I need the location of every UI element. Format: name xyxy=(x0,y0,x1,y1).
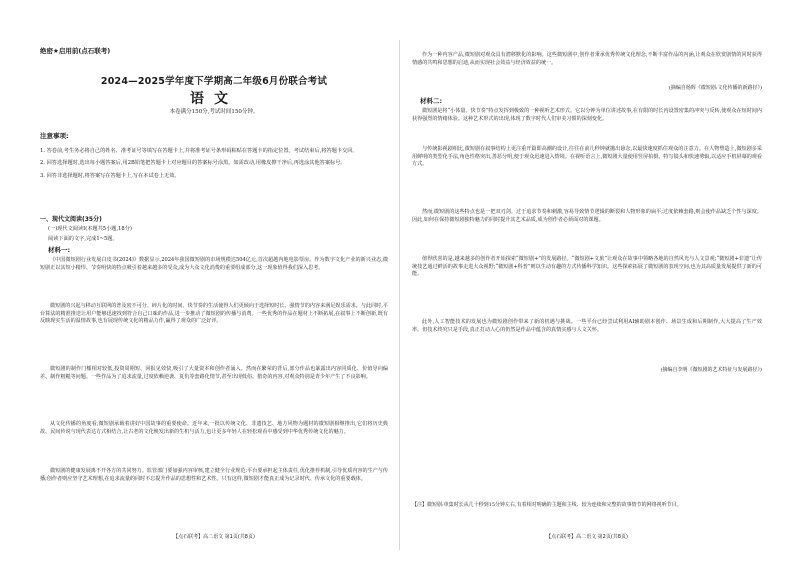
subsection-heading: (一)现代文阅读Ⅰ(本题共5小题,18分) xyxy=(48,226,132,232)
page-gutter xyxy=(399,40,400,550)
notice-item: 2. 回答选择题时,选出每小题答案后,用2B铅笔把答题卡上对应题目的答案标号涂黑。如需改动,用橡皮擦干净后,再选涂其他答案标号。 xyxy=(40,160,346,167)
paragraph: 与传统影视剧相比,微短剧在叙事结构上更注重开篇即高潮的设计,往往在前几秒钟就抛出悬念,以最快速度抓住观众的注意力。在人物塑造上,微短剧多采用鲜明的类型化手法,角色性格突出,善恶分明,便于观众迅速进入情境。在视听语言上,微短剧大量使用竖屏拍摄、特写镜头和快速剪辑,以适应手机屏幕的观看方式。 xyxy=(412,146,762,168)
secret-label: 绝密★启用前(点石联考) xyxy=(40,47,111,55)
notice-item: 3. 回答非选择题时,将答案写在答题卡上,写在本试卷上无效。 xyxy=(40,172,180,179)
reading-instruction: 阅读下面的文字,完成1~5题。 xyxy=(48,236,118,242)
page-footer: 【点石联考】高二语文 第1页(共8页) xyxy=(173,534,255,540)
material-heading: 材料一: xyxy=(48,246,71,254)
page-footer: 【点石联考】高二语文 第2页(共8页) xyxy=(546,534,628,540)
source-citation: (摘编自杨辉《微短剧:文化传播的新路径》) xyxy=(668,85,762,91)
material-heading: 材料二: xyxy=(420,97,443,105)
source-citation: (摘编自李明《微短剧的艺术特征与发展路径》) xyxy=(660,367,762,373)
paragraph: 微短剧的健康发展离不开各方的共同努力。监管部门要加强内容审核,建立健全行业规范;平台要承担起主体责任,优化推荐机制,引导优质内容的生产与传播;创作者则应坚守艺术理想,在追求流量的同时不忘提升作品的思想性和艺术性。只有这样,微短剧才能真正成为记录时代、传承文化的重要载体。 xyxy=(40,468,388,482)
paragraph: 从文化传播的角度看,微短剧承载着讲好中国故事的重要使命。近年来,一批以传统文化、非遗技艺、地方风物为题材的微短剧相继推出,它们将历史典故、民间传说与现代表达方式相结合,让古老的文化焕发出新的生机与活力,也让更多年轻人在轻松观看中感受到中华优秀传统文化的魅力。 xyxy=(40,421,388,435)
exam-meta: 本卷满分150分,考试时间150分钟。 xyxy=(169,109,259,115)
subject-title: 语文 xyxy=(190,91,238,107)
paragraph: 《中国微短剧行业发展白皮书(2024)》数据显示,2024年我国微短剧的市场规模达504亿元,首次超越内地电影票房。作为数字文化产业的新兴业态,微短剧正以其短小精悍、节奏明快的特点吸引着越来越多的受众,成为大众文化消费的重要组成部分,这一现象值得我们深入思考。 xyxy=(40,257,388,271)
paragraph: 微短剧的兴起与移动互联网的普及密不可分。碎片化的时间、快节奏的生活使得人们更倾向于选择短时长、强情节的内容来满足娱乐需求。与此同时,平台算法的精准推送让用户能够迅速找到符合自己口味的作品,进一步推动了微短剧的传播与消费。一些优秀的作品在题材上不断拓展,在叙事上不断创新,既有反映现实生活的温情故事,也有展现传统文化的精品力作,赢得了观众的广泛好评。 xyxy=(40,303,388,325)
paragraph: 作为一种内容产品,微短剧对观众具有潜移默化的影响。这些微短剧中,创作者秉承优秀传统文化理念,不断丰富作品的内涵,让观众在欣赏剧情的同时获得情感的共鸣和思想的启迪,从而实现社会效益与经济效益的统一。 xyxy=(412,52,762,66)
notice-heading: 注意事项: xyxy=(40,132,69,140)
paragraph: 微短剧是将“小体量、快节奏”特点发挥到极致的一种视听艺术形式。它以分钟为单位讲述故事,在有限的时长内设置密集的冲突与反转,使观众在短时间内获得强烈的情绪体验。这种艺术形式的出现,体现了数字时代人们审美习惯的深刻变化。 xyxy=(412,108,762,122)
footnote: 【注】微短剧:单集时长从几十秒到15分钟左右,有着相对明确的主题和主线、较为连续和完整的故事情节的网络视听节目。 xyxy=(412,502,682,508)
paragraph: 然而,微短剧的这些特点也是一把双刃剑。过于追求节奏和刺激,容易导致情节逻辑的断裂和人物形象的扁平;过度依赖套路,则会使作品缺乏个性与深度。因此,如何在保持微短剧独特魅力的同时提升其艺术品质,成为创作者必须面对的课题。 xyxy=(412,209,762,223)
notice-list xyxy=(40,147,388,184)
paragraph: 微短剧的制作门槛相对较低,投资周期短、回报见效快,吸引了大量资本和创作者涌入。然而在繁荣的背后,部分作品也暴露出内容同质化、价值导向偏差、制作粗糙等问题。一些作品为了追求流量,过度依赖逆袭、复仇等套路化情节,甚至出现低俗、猎奇的内容,对观众特别是青少年产生了不良影响。 xyxy=(40,366,388,380)
notice-item: 1. 答卷前,考生务必将自己的姓名、准考证号等填写在答题卡上,并将准考证号条形码粘贴在答题卡的指定位置。考试结束后,将答题卡交回。 xyxy=(40,148,358,154)
paragraph: 此外,人工智能技术的发展也为微短剧创作带来了新的机遇与挑战。一些平台已经尝试利用AI辅助剧本创作、场景生成和后期制作,大大提高了生产效率。但技术终究只是手段,真正打动人心的仍然是作品中蕴含的真情实感与人文关怀。 xyxy=(412,319,762,333)
exam-title: 2024—2025学年度下学期高二年级6月份联合考试 xyxy=(100,76,328,87)
section-heading: 一、现代文阅读(35分) xyxy=(40,216,102,223)
paragraph: 值得欣喜的是,越来越多的创作者开始探索“微短剧+”的发展路径。“微短剧+文旅”让观众在故事中领略各地的自然风光与人文景观;“微短剧+非遗”让传统技艺通过鲜活的故事走进大众视野;“微短剧+科普”则以生动有趣的方式传播科学知识。这些探索拓展了微短剧的表现空间,也为其高质量发展提供了新的可能。 xyxy=(412,256,762,278)
